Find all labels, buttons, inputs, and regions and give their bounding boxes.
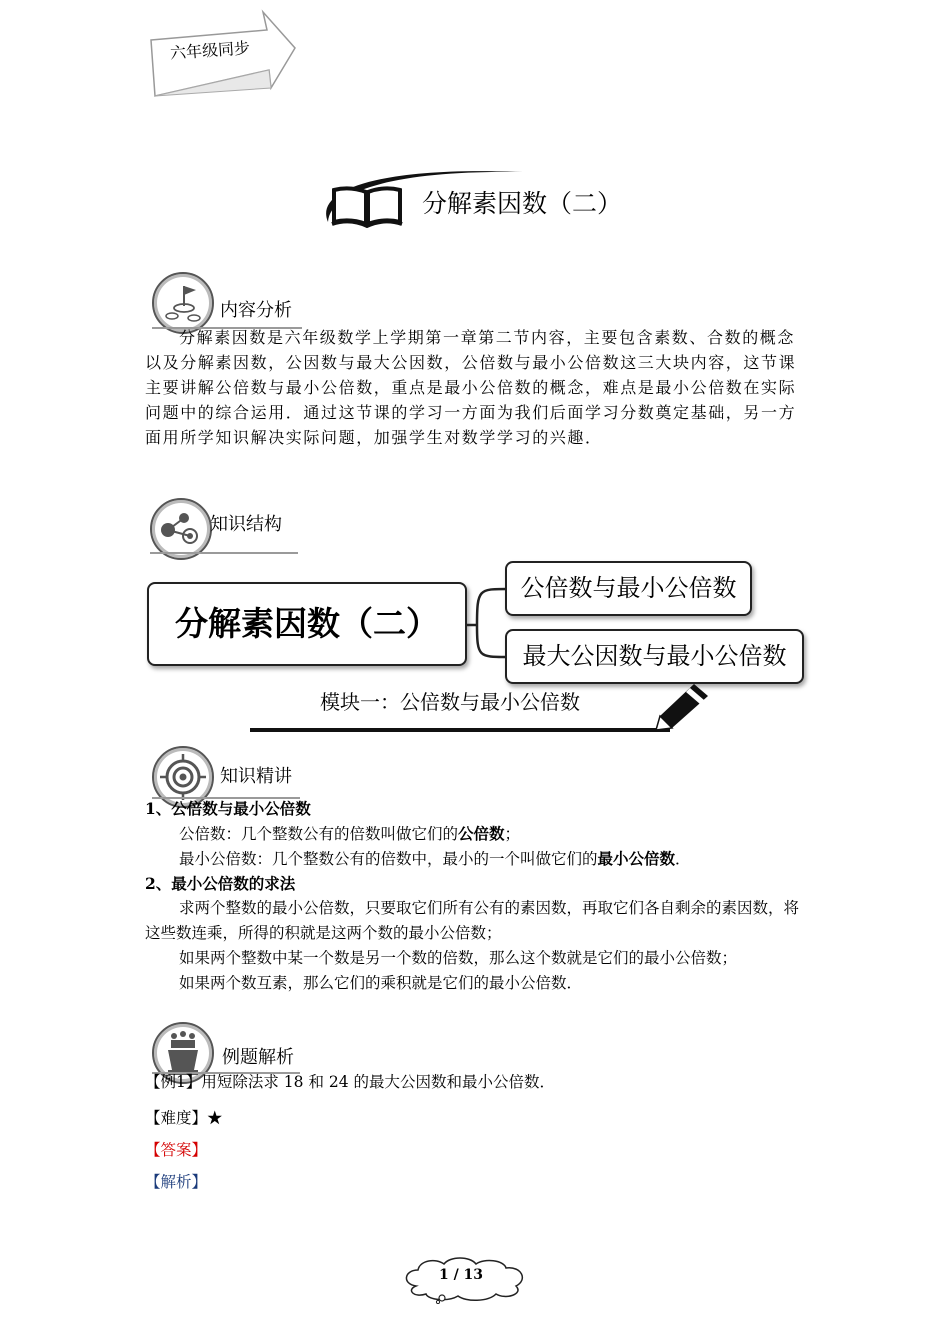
examples-section-title: 例题解析 xyxy=(222,1047,294,1068)
definition-common-multiple xyxy=(145,821,810,847)
def1-text: 公倍数：几个整数公有的倍数叫做它们的 xyxy=(179,825,459,843)
example-difficulty xyxy=(145,1106,810,1131)
knowledge-heading-2: 2、最小公倍数的求法 xyxy=(145,874,296,893)
method-1: 求两个整数的最小公倍数，只要取它们所有公有的素因数，再取它们各自剩余的素因数，将这些数连乘，所得的积就是这两个数的最小公倍数； xyxy=(145,899,800,942)
mindmap-connector xyxy=(465,585,510,665)
structure-section-underline xyxy=(150,552,298,554)
mindmap-root: 分解素因数（二） xyxy=(147,582,467,666)
pencil-icon xyxy=(652,682,712,732)
book-icon xyxy=(330,184,404,228)
def1-term: 公倍数 xyxy=(458,824,505,843)
difficulty-stars: ★ xyxy=(207,1109,223,1127)
method-2: 如果两个整数中某一个数是另一个数的倍数，那么这个数就是它们的最小公倍数； xyxy=(179,949,738,967)
def2-end: ． xyxy=(675,850,691,868)
definition-lcm xyxy=(145,846,810,872)
example-analysis-label: 【解析】 xyxy=(145,1173,208,1191)
knowledge-heading-1: 1、公倍数与最小公倍数 xyxy=(145,799,311,818)
module-title: 模块一：公倍数与最小公倍数 xyxy=(320,690,580,714)
structure-section-icon xyxy=(150,498,212,560)
example-label: 【例1】 xyxy=(145,1073,202,1091)
analysis-paragraph: 分解素因数是六年级数学上学期第一章第二节内容，主要包含素数、合数的概念以及分解素因数，公因数与最大公因数，公倍数与最小公倍数这三大块内容，这节课主要讲解公倍数与最小公倍数，重点是最小公倍数的概念，难点是最小公倍数在实际问题中的综合运用．通过这节课的学习一方面为我们后面学习分数奠定基础，另一方面用所学知识解决实际问题，加强学生对数学学习的兴趣． xyxy=(145,328,797,447)
module-underline xyxy=(250,728,670,732)
difficulty-label: 【难度】 xyxy=(145,1109,208,1127)
example-question xyxy=(145,1070,810,1095)
def2-term: 最小公倍数 xyxy=(597,849,676,868)
method-3: 如果两个数互素，那么它们的乘积就是它们的最小公倍数． xyxy=(179,974,583,992)
page-title: 分解素因数（二） xyxy=(422,189,623,218)
explanation-section-title: 知识精讲 xyxy=(220,766,292,787)
def1-end: ； xyxy=(504,825,521,843)
example-answer-label: 【答案】 xyxy=(145,1141,208,1159)
mindmap-branch-1: 公倍数与最小公倍数 xyxy=(505,561,752,616)
mindmap-branch-2: 最大公因数与最小公倍数 xyxy=(505,629,804,684)
analysis-section-title: 内容分析 xyxy=(220,300,292,321)
def2-text: 最小公倍数：几个整数公有的倍数中，最小的一个叫做它们的 xyxy=(179,850,598,868)
example-question-text: 用短除法求 18 和 24 的最大公因数和最小公倍数． xyxy=(201,1073,556,1091)
grade-tag-label: 六年级同步 xyxy=(169,38,251,63)
page-number: 1 / 13 xyxy=(438,1267,484,1283)
structure-section-title: 知识结构 xyxy=(210,514,282,535)
